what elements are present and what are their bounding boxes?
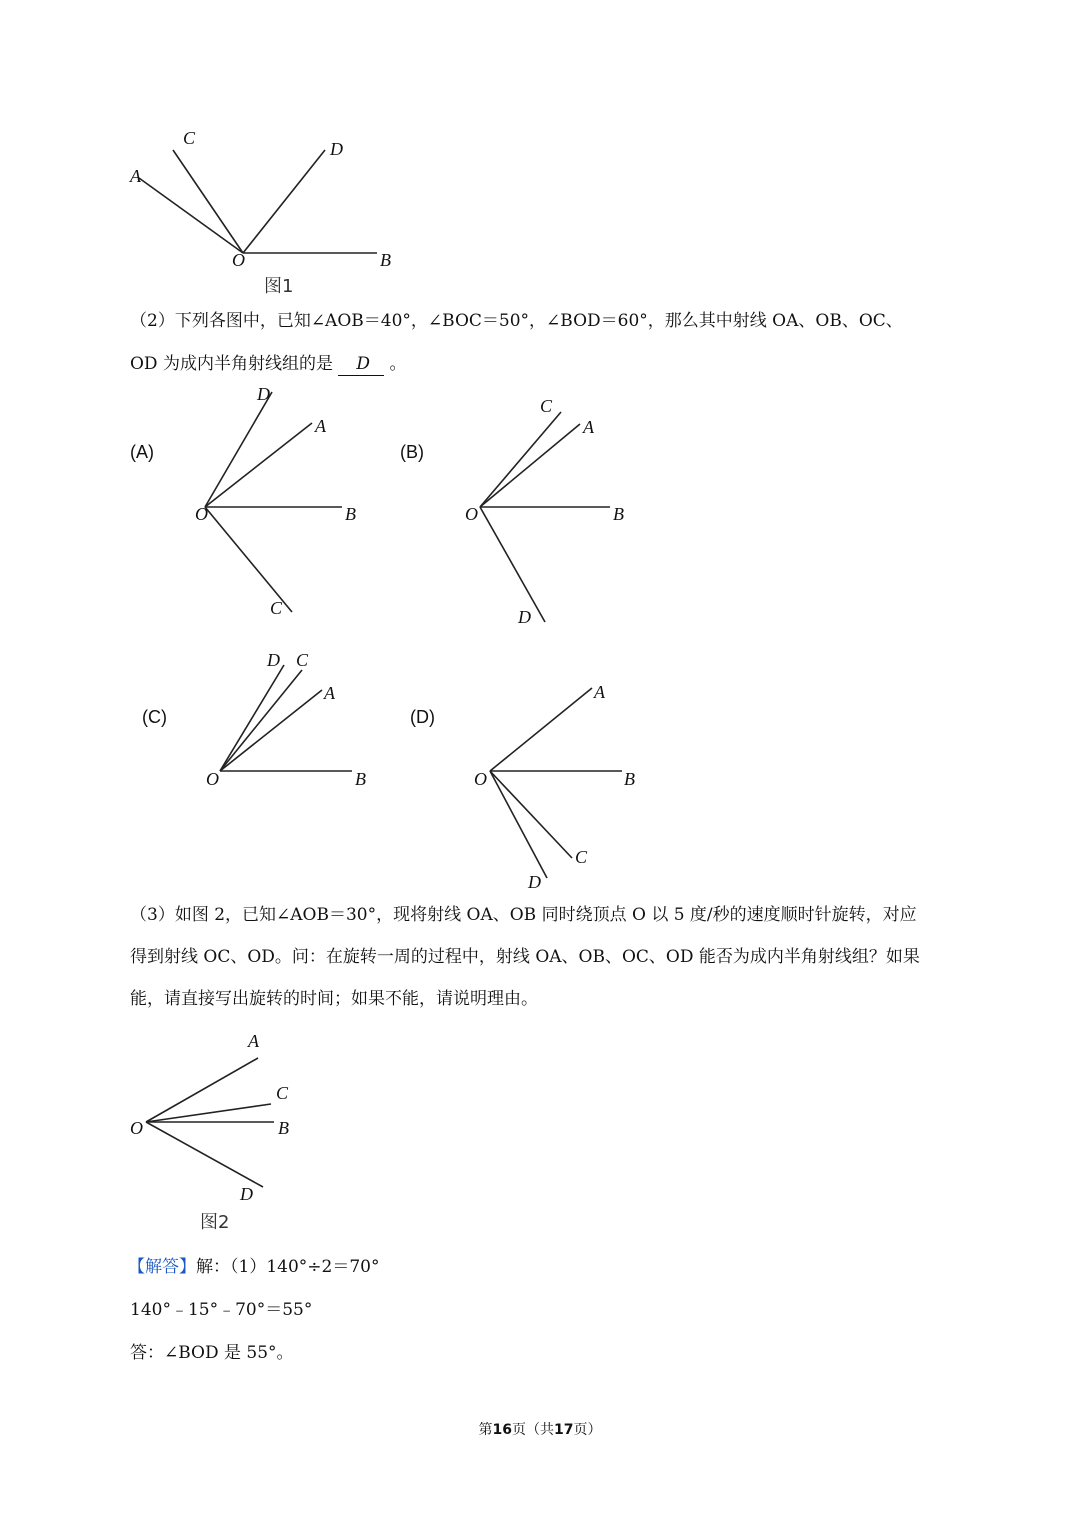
label-b: B: [380, 250, 391, 270]
label-b: B: [613, 504, 624, 524]
question-3-line-3: 能，请直接写出旋转的时间；如果不能，请说明理由。: [130, 989, 538, 1009]
label-a: A: [315, 416, 326, 436]
ray-oa: [146, 1058, 258, 1122]
label-c: C: [183, 128, 196, 148]
label-d: D: [518, 607, 531, 627]
footer-total-pages: 17: [554, 1422, 574, 1438]
label-d: D: [528, 872, 541, 892]
answer-blank: D: [338, 353, 384, 376]
solution-line-2: 140°﹣15°﹣70°＝55°: [130, 1300, 313, 1320]
label-c: C: [276, 1083, 289, 1103]
question-2-line-1: （2）下列各图中，已知∠AOB＝40°，∠BOC＝50°，∠BOD＝60°，那么其中射线 OA、OB、OC、: [130, 311, 903, 331]
page-footer: [0, 1419, 1080, 1439]
option-c-tag: (C): [142, 707, 167, 727]
label-a: A: [583, 417, 594, 437]
footer-mid: 页（共: [512, 1422, 554, 1438]
label-d: D: [240, 1184, 253, 1204]
question-3-line-1: （3）如图 2，已知∠AOB＝30°，现将射线 OA、OB 同时绕顶点 O 以 5 度/秒的速度顺时针旋转，对应: [130, 905, 917, 925]
label-a: A: [248, 1031, 259, 1051]
label-b: B: [624, 769, 635, 789]
question-2-line-2-suffix: 。: [389, 354, 407, 374]
solution-line-1-text: 解：（1）140°÷2＝70°: [196, 1257, 380, 1277]
label-b: B: [355, 769, 366, 789]
option-b-tag: (B): [400, 442, 424, 462]
footer-page-number: 16: [492, 1422, 512, 1438]
figure-2-caption: 图2: [200, 1212, 230, 1233]
label-o: O: [474, 769, 487, 789]
option-d-tag: (D): [410, 707, 435, 727]
label-o: O: [232, 250, 245, 270]
ray-oc: [146, 1104, 271, 1122]
label-d: D: [330, 139, 343, 159]
label-b: B: [345, 504, 356, 524]
solution-line-1: [128, 1256, 379, 1278]
solution-tag: 【解答】: [128, 1257, 196, 1277]
label-a: A: [594, 682, 605, 702]
footer-pre: 第: [478, 1422, 493, 1438]
label-o: O: [130, 1118, 143, 1138]
figure-1-caption: 图1: [264, 276, 294, 297]
label-c: C: [296, 650, 309, 670]
label-a: A: [324, 683, 335, 703]
label-o: O: [465, 504, 478, 524]
label-c: C: [540, 396, 553, 416]
option-a-tag: (A): [130, 442, 154, 462]
label-o: O: [206, 769, 219, 789]
label-a: A: [130, 166, 141, 186]
question-3-line-2: 得到射线 OC、OD。问：在旋转一周的过程中，射线 OA、OB、OC、OD 能否为成内半角射线组？如果: [130, 947, 920, 967]
label-d: D: [267, 650, 280, 670]
question-2-line-2-prefix: OD 为成内半角射线组的是: [130, 354, 333, 374]
label-c: C: [575, 847, 588, 867]
label-d: D: [257, 384, 270, 404]
label-o: O: [195, 504, 208, 524]
footer-post: 页）: [573, 1422, 602, 1438]
ray-od: [146, 1122, 263, 1187]
label-c: C: [270, 598, 283, 618]
solution-line-3: 答：∠BOD 是 55°。: [130, 1343, 294, 1363]
label-b: B: [278, 1118, 289, 1138]
